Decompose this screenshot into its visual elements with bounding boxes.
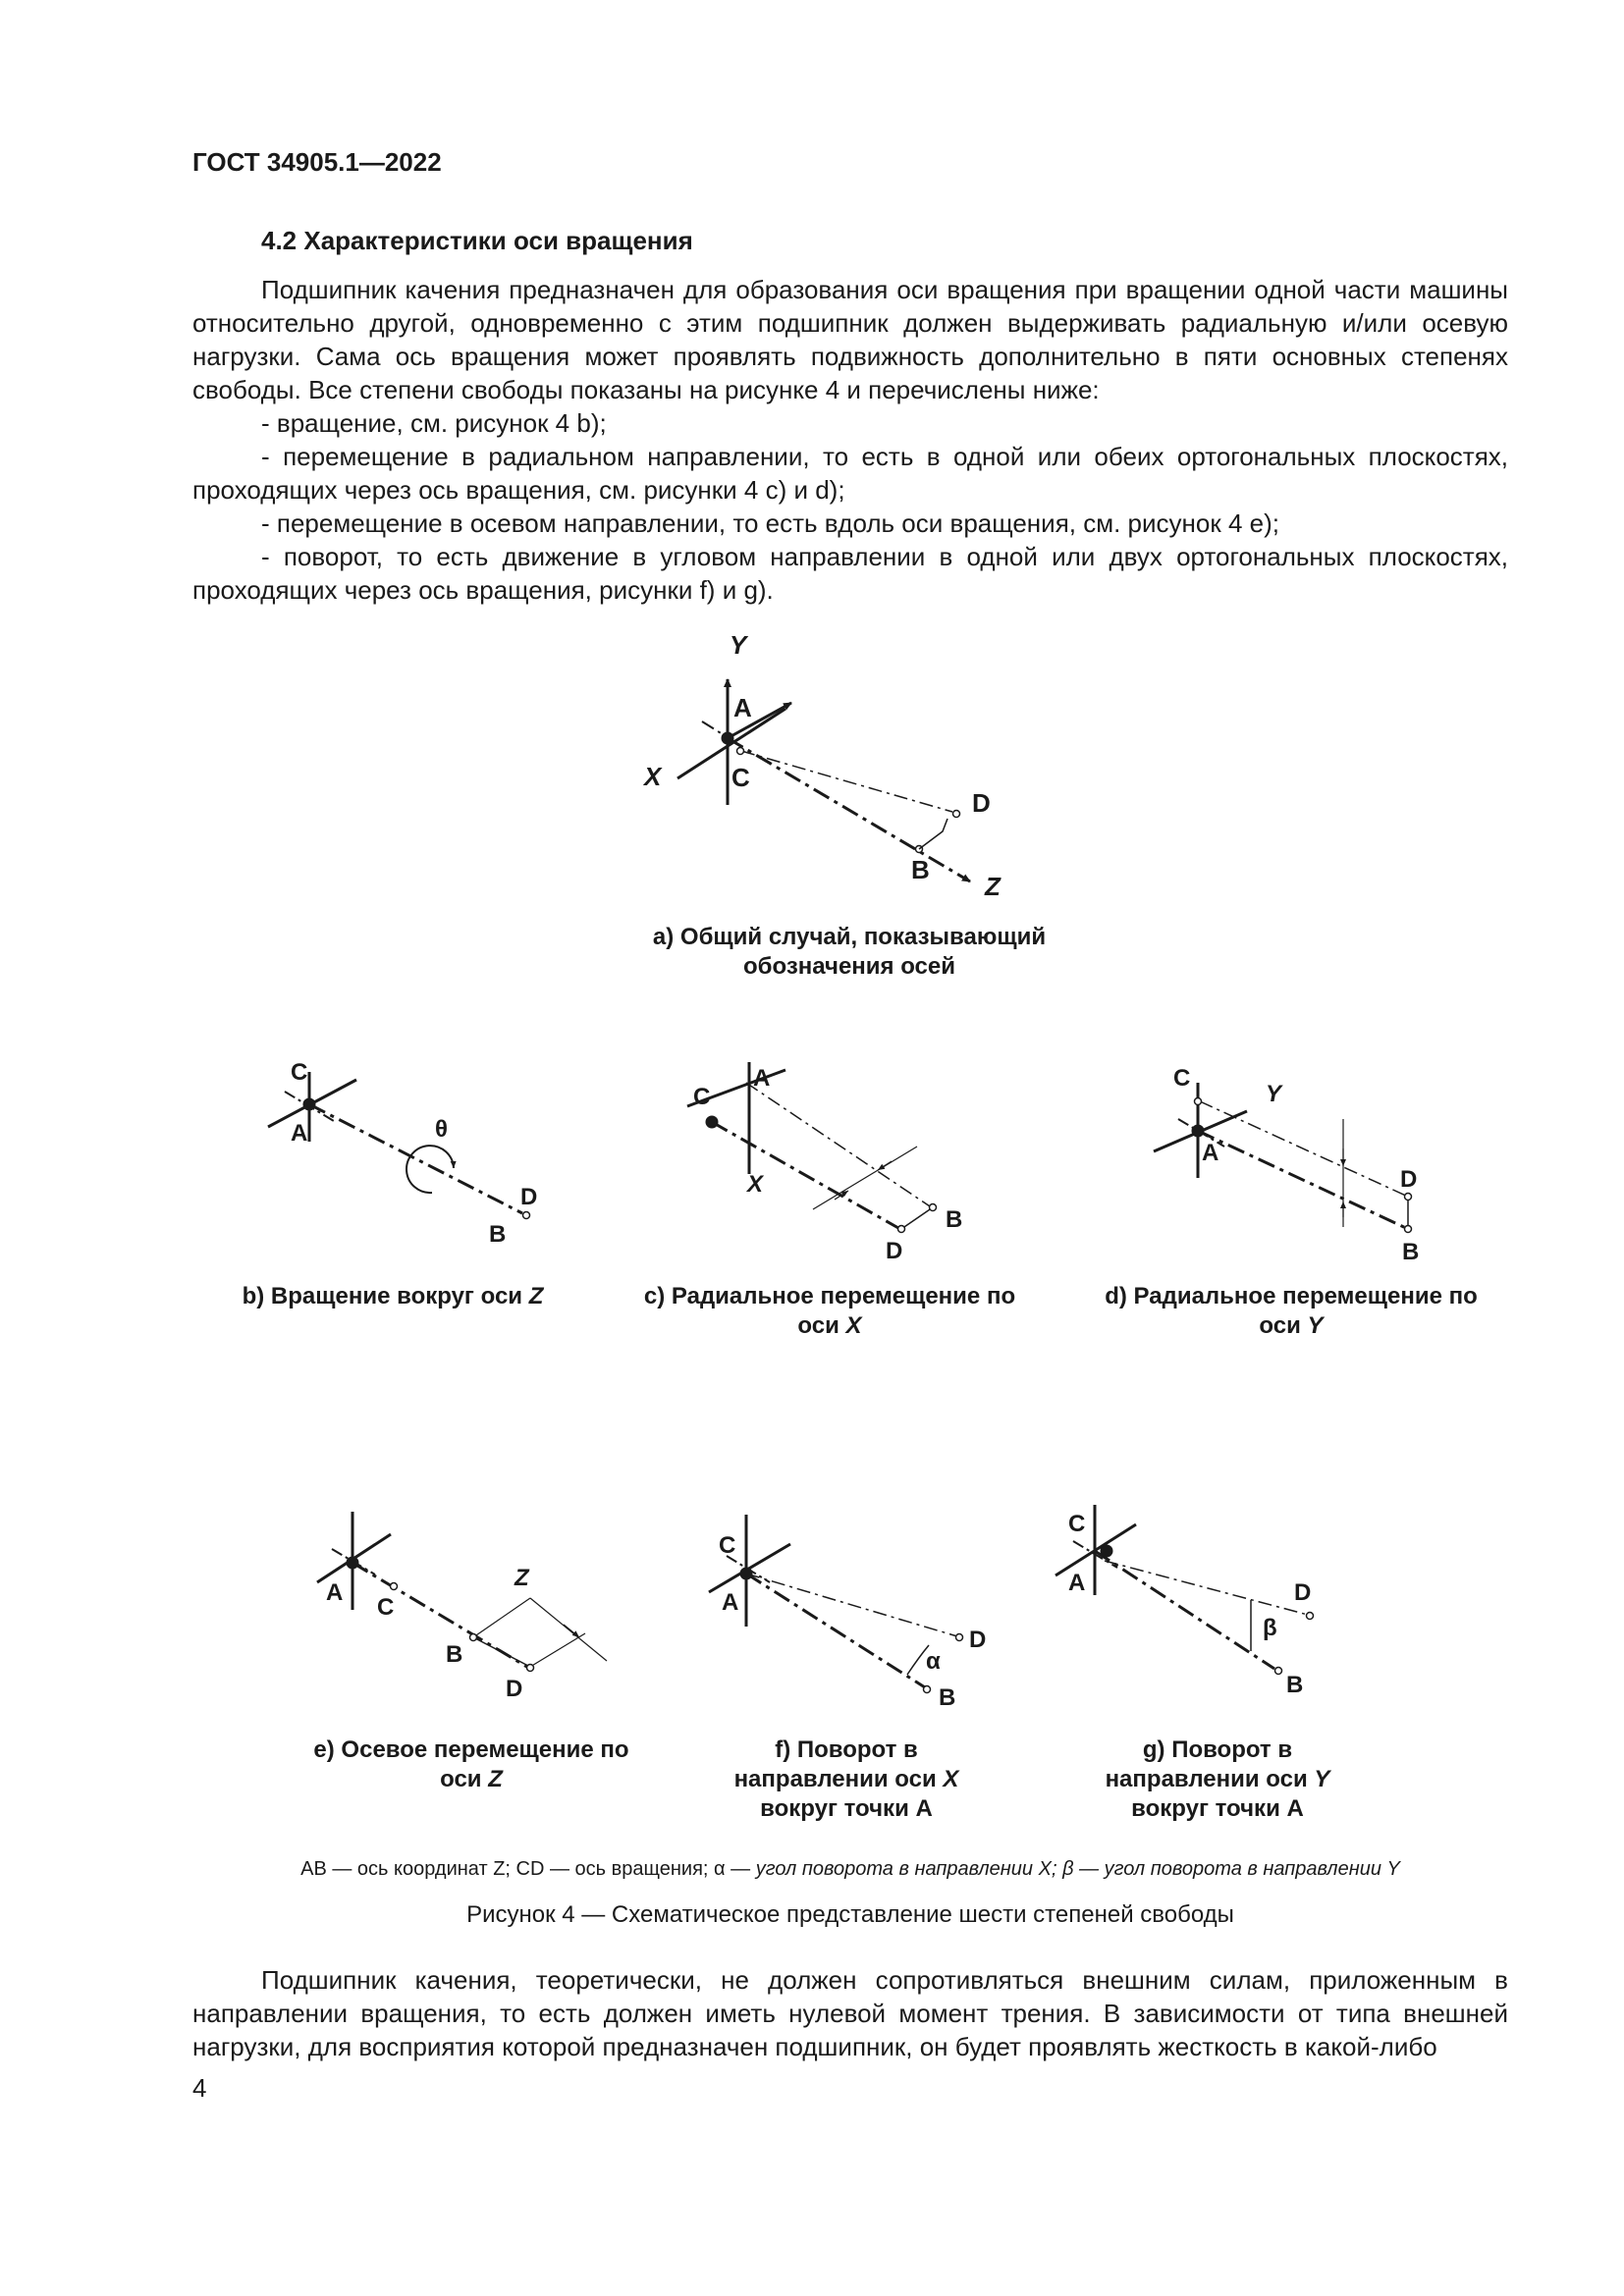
axis-label-y: Y bbox=[1266, 1081, 1282, 1107]
caption-g: g) Поворот в направлении оси Y вокруг точки А bbox=[1105, 1736, 1330, 1822]
point-label-b: B bbox=[911, 855, 930, 884]
point-label-d: D bbox=[506, 1676, 523, 1702]
axis-label-x: X bbox=[644, 762, 662, 791]
point-label-a: A bbox=[291, 1120, 308, 1147]
axis-label-y: Y bbox=[730, 630, 747, 660]
page-number: 4 bbox=[192, 2073, 207, 2103]
point-label-b: B bbox=[946, 1206, 963, 1233]
point-label-a: A bbox=[753, 1065, 771, 1092]
diagram-e-labels bbox=[326, 1565, 530, 1702]
outro-paragraph: Подшипник качения, теоретически, не должен сопротивляться внешним силам, приложенным в направлении вращения, то есть должен иметь нулевой момент трения. В зависимости от типа внешней нагрузки, для восприятия которой предназначен подшипник, он будет проявлять жесткость в какой-либо bbox=[192, 1965, 1508, 2061]
document-id: ГОСТ 34905.1—2022 bbox=[192, 147, 442, 177]
figure-title: Рисунок 4 — Схематическое представление шести степеней свободы bbox=[466, 1901, 1234, 1928]
angle-label-beta: β bbox=[1263, 1615, 1277, 1641]
point-label-a: A bbox=[326, 1579, 344, 1606]
caption-c: c) Радиальное перемещение по оси X bbox=[643, 1283, 1016, 1339]
caption-d: d) Радиальное перемещение по оси Y bbox=[1105, 1283, 1478, 1339]
point-label-c: C bbox=[693, 1084, 711, 1110]
diagram-a bbox=[677, 679, 970, 881]
point-label-d: D bbox=[886, 1238, 903, 1264]
point-label-d: D bbox=[1294, 1579, 1312, 1606]
point-label-c: C bbox=[291, 1059, 308, 1086]
point-label-d: D bbox=[969, 1627, 987, 1653]
list-item: - вращение, см. рисунок 4 b); bbox=[261, 408, 607, 438]
diagram-b-labels bbox=[291, 1059, 537, 1248]
diagram-f bbox=[709, 1515, 963, 1693]
figure-legend: AB — ось координат Z; CD — ось вращения; α — угол поворота в направлении X; β — угол поворота в направлении Y bbox=[300, 1858, 1400, 1880]
point-label-c: C bbox=[1068, 1511, 1086, 1537]
point-label-b: B bbox=[1402, 1239, 1420, 1265]
diagram-d bbox=[1154, 1083, 1412, 1233]
diagram-c bbox=[687, 1062, 937, 1233]
section-title: 4.2 Характеристики оси вращения bbox=[261, 226, 693, 255]
point-label-b: B bbox=[489, 1221, 507, 1248]
axis-label-z: Z bbox=[985, 872, 1001, 901]
point-label-c: C bbox=[731, 763, 750, 792]
point-label-c: C bbox=[1173, 1065, 1191, 1092]
point-label-d: D bbox=[1400, 1166, 1418, 1193]
list-item: - перемещение в радиальном направлении, то есть в одной или обеих ортогональных плоскостях, проходящих через ось вращения, см. рисунки 4 c) и d); bbox=[192, 442, 1508, 505]
point-label-b: B bbox=[446, 1641, 463, 1668]
axis-label-z: Z bbox=[514, 1565, 529, 1591]
outro-text bbox=[192, 1963, 1508, 2063]
point-label-b: B bbox=[1286, 1672, 1304, 1698]
caption-f: f) Поворот в направлении оси X вокруг точки А bbox=[733, 1736, 959, 1822]
diagram-d-labels bbox=[1173, 1065, 1419, 1265]
angle-label-alpha: α bbox=[926, 1648, 941, 1675]
point-label-b: B bbox=[939, 1684, 956, 1711]
list-item: - поворот, то есть движение в угловом направлении в одной или двух ортогональных плоскостях, проходящих через ось вращения, рисунки f) и g). bbox=[192, 542, 1508, 605]
axis-label-x: X bbox=[747, 1171, 764, 1198]
point-label-c: C bbox=[719, 1532, 736, 1559]
point-label-d: D bbox=[972, 788, 991, 818]
intro-paragraph: Подшипник качения предназначен для образования оси вращения при вращении одной части машины относительно другой, одновременно с этим подшипник должен выдерживать радиальную и/или осевую нагрузки. Сама ось вращения может проявлять подвижность дополнительно в пяти основных степенях свободы. Все степени свободы показаны на рисунке 4 и перечислены ниже: bbox=[192, 275, 1508, 404]
point-label-a: A bbox=[1068, 1570, 1086, 1596]
caption-e: е) Осевое перемещение по оси Z bbox=[313, 1736, 629, 1792]
diagram-g bbox=[1056, 1505, 1314, 1675]
caption-a: a) Общий случай, показывающий обозначения осей bbox=[652, 924, 1047, 980]
point-label-a: A bbox=[1202, 1140, 1219, 1166]
caption-b: b) Вращение вокруг оси Z bbox=[242, 1283, 544, 1309]
point-label-a: A bbox=[722, 1589, 739, 1616]
diagram-c-labels bbox=[693, 1065, 962, 1264]
point-label-a: A bbox=[733, 693, 752, 722]
diagram-f-labels bbox=[719, 1532, 986, 1711]
point-label-d: D bbox=[520, 1184, 538, 1210]
angle-label-theta: θ bbox=[435, 1116, 448, 1143]
point-label-c: C bbox=[377, 1594, 395, 1621]
list-item: - перемещение в осевом направлении, то есть вдоль оси вращения, см. рисунок 4 е); bbox=[261, 508, 1279, 538]
